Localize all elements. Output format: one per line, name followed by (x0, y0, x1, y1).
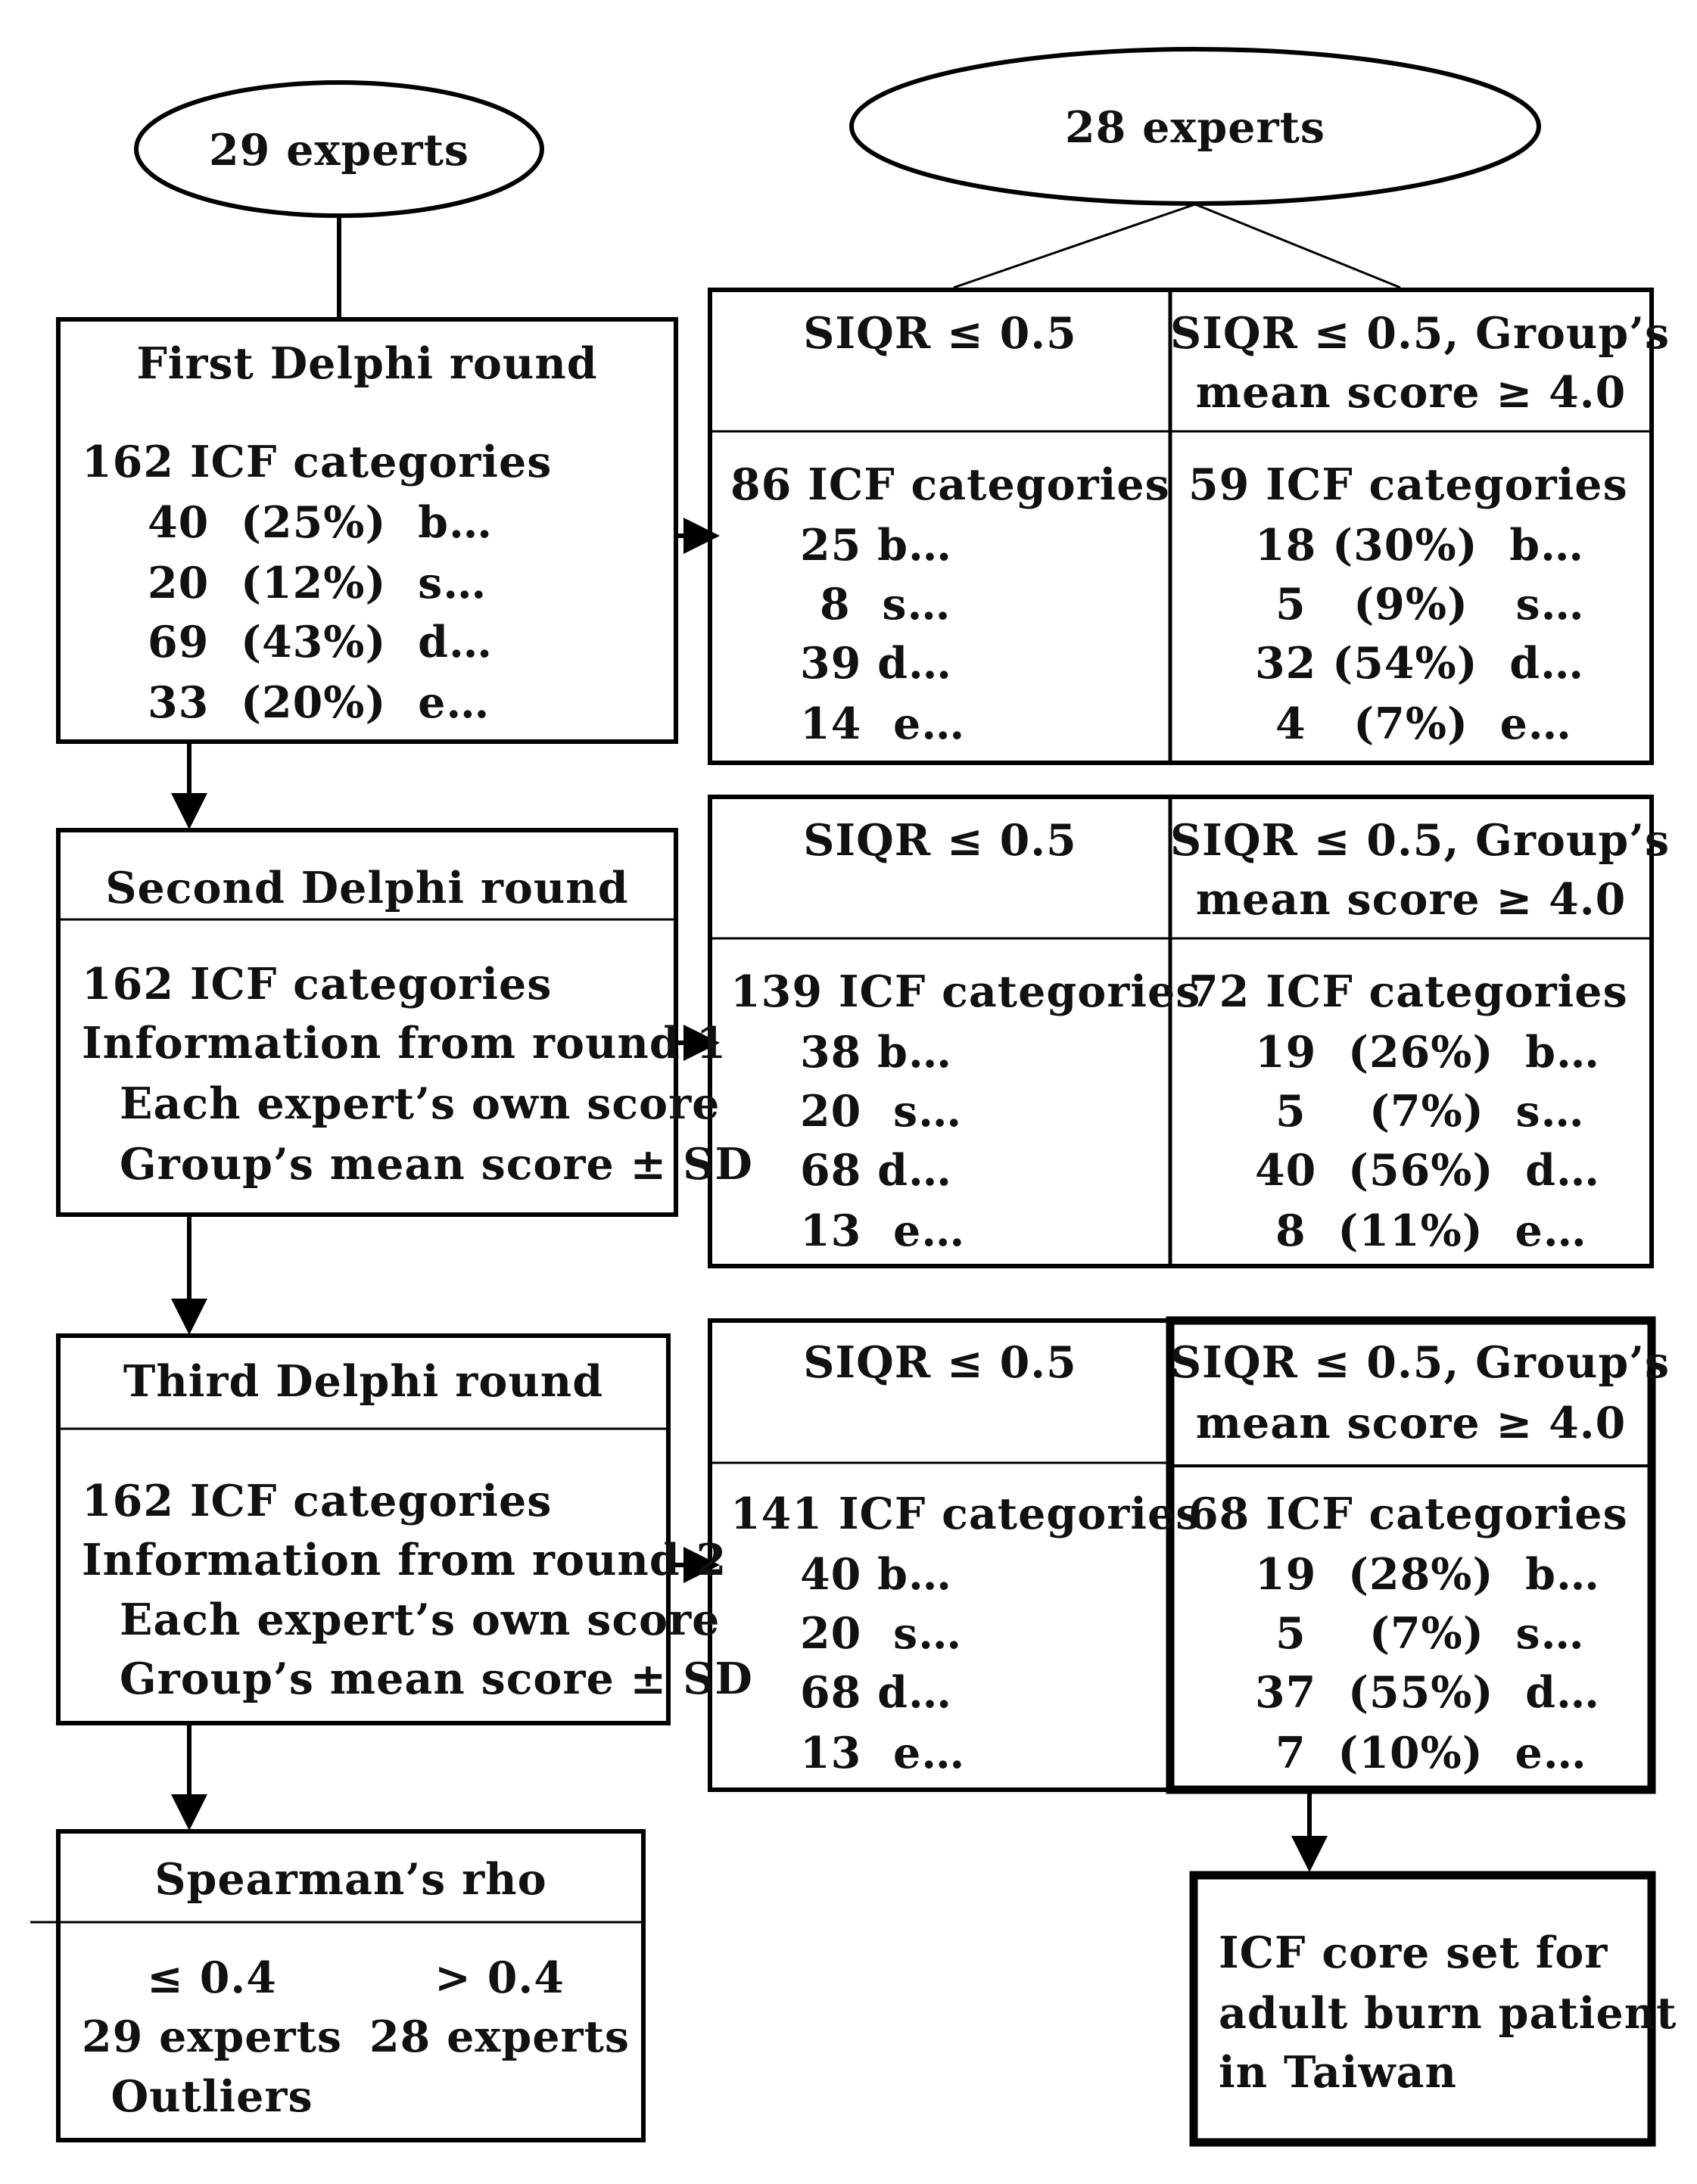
round3-line: Each expert’s own score (120, 1594, 721, 1645)
round2-line: 162 ICF categories (82, 959, 553, 1010)
result2-right-line: 19 (26%) b… (1255, 1027, 1600, 1078)
round2-line: Group’s mean score ± SD (120, 1139, 753, 1190)
result1-right-line: 32 (54%) d… (1255, 638, 1585, 689)
criteria-siqr-mean: SIQR ≤ 0.5, Group’s (1170, 815, 1671, 866)
criteria-siqr-mean: mean score ≥ 4.0 (1195, 874, 1627, 925)
result2-left-line: 13 e… (800, 1206, 966, 1256)
round3-line: 162 ICF categories (82, 1476, 553, 1526)
spearman-high-label: > 0.4 (434, 1952, 565, 2003)
round1-line: 33 (20%) e… (148, 677, 490, 728)
result1-left-line: 14 e… (800, 698, 966, 749)
result3-left-line: 20 s… (800, 1608, 963, 1659)
result3-left-line: 68 d… (800, 1667, 953, 1718)
round1-line: 69 (43%) d… (148, 617, 493, 667)
core-set-line: adult burn patient (1219, 1988, 1677, 2039)
result3-right-line: 19 (28%) b… (1255, 1549, 1600, 1600)
round2-line: Information from round 1 (82, 1018, 727, 1069)
experts-29-label: 29 experts (209, 125, 469, 176)
result2-right-line: 8 (11%) e… (1275, 1206, 1587, 1256)
result1-left-line: 86 ICF categories (730, 459, 1170, 510)
core-set-line: in Taiwan (1219, 2047, 1457, 2098)
result1-right-line: 59 ICF categories (1188, 459, 1628, 510)
result2-right-line: 72 ICF categories (1188, 966, 1628, 1017)
criteria-siqr-mean: SIQR ≤ 0.5, Group’s (1170, 1337, 1671, 1388)
result3-right-line: 37 (55%) d… (1255, 1667, 1600, 1718)
experts-28-label: 28 experts (1065, 102, 1325, 153)
round3-title: Third Delphi round (123, 1356, 604, 1407)
result3-right-line: 5 (7%) s… (1275, 1608, 1585, 1659)
round3-line: Information from round 2 (82, 1535, 727, 1585)
round1-line: 20 (12%) s… (148, 558, 487, 608)
result1-right-line: 4 (7%) e… (1275, 698, 1572, 749)
round1-line: 162 ICF categories (82, 437, 553, 487)
criteria-siqr-mean: SIQR ≤ 0.5, Group’s (1170, 308, 1671, 359)
round2-title: Second Delphi round (105, 863, 629, 913)
result2-right-line: 5 (7%) s… (1275, 1086, 1585, 1137)
round1-title: First Delphi round (136, 338, 598, 389)
result1-right-line: 5 (9%) s… (1275, 579, 1585, 630)
result3-right-line: 7 (10%) e… (1275, 1728, 1587, 1778)
result3-left-line: 13 e… (800, 1728, 966, 1778)
core-set-line: ICF core set for (1219, 1927, 1608, 1978)
result1-left-line: 25 b… (800, 520, 953, 571)
result1-left-line: 39 d… (800, 638, 953, 689)
result3-left-line: 40 b… (800, 1549, 953, 1600)
result1-left-line: 8 s… (820, 579, 951, 630)
round2-line: Each expert’s own score (120, 1078, 721, 1129)
spearman-low-experts: 29 experts (82, 2011, 342, 2062)
result2-right-line: 40 (56%) d… (1255, 1145, 1600, 1196)
criteria-siqr: SIQR ≤ 0.5 (803, 815, 1077, 866)
criteria-siqr-mean: mean score ≥ 4.0 (1195, 1398, 1627, 1448)
spearman-low-label: ≤ 0.4 (147, 1952, 277, 2003)
result2-left-line: 68 d… (800, 1145, 953, 1196)
round1-line: 40 (25%) b… (148, 497, 493, 548)
spearman-title: Spearman’s rho (154, 1854, 547, 1905)
criteria-siqr: SIQR ≤ 0.5 (803, 308, 1077, 359)
spearman-outliers: Outliers (111, 2071, 313, 2122)
result2-left-line: 20 s… (800, 1086, 963, 1137)
result2-left-line: 38 b… (800, 1027, 953, 1078)
spearman-high-experts: 28 experts (369, 2011, 630, 2062)
criteria-siqr: SIQR ≤ 0.5 (803, 1337, 1077, 1388)
result2-left-line: 139 ICF categories (730, 966, 1201, 1017)
round3-line: Group’s mean score ± SD (120, 1654, 753, 1704)
result3-right-line: 68 ICF categories (1188, 1489, 1628, 1539)
result1-right-line: 18 (30%) b… (1255, 520, 1585, 571)
criteria-siqr-mean: mean score ≥ 4.0 (1195, 367, 1627, 418)
result3-left-line: 141 ICF categories (730, 1489, 1201, 1539)
